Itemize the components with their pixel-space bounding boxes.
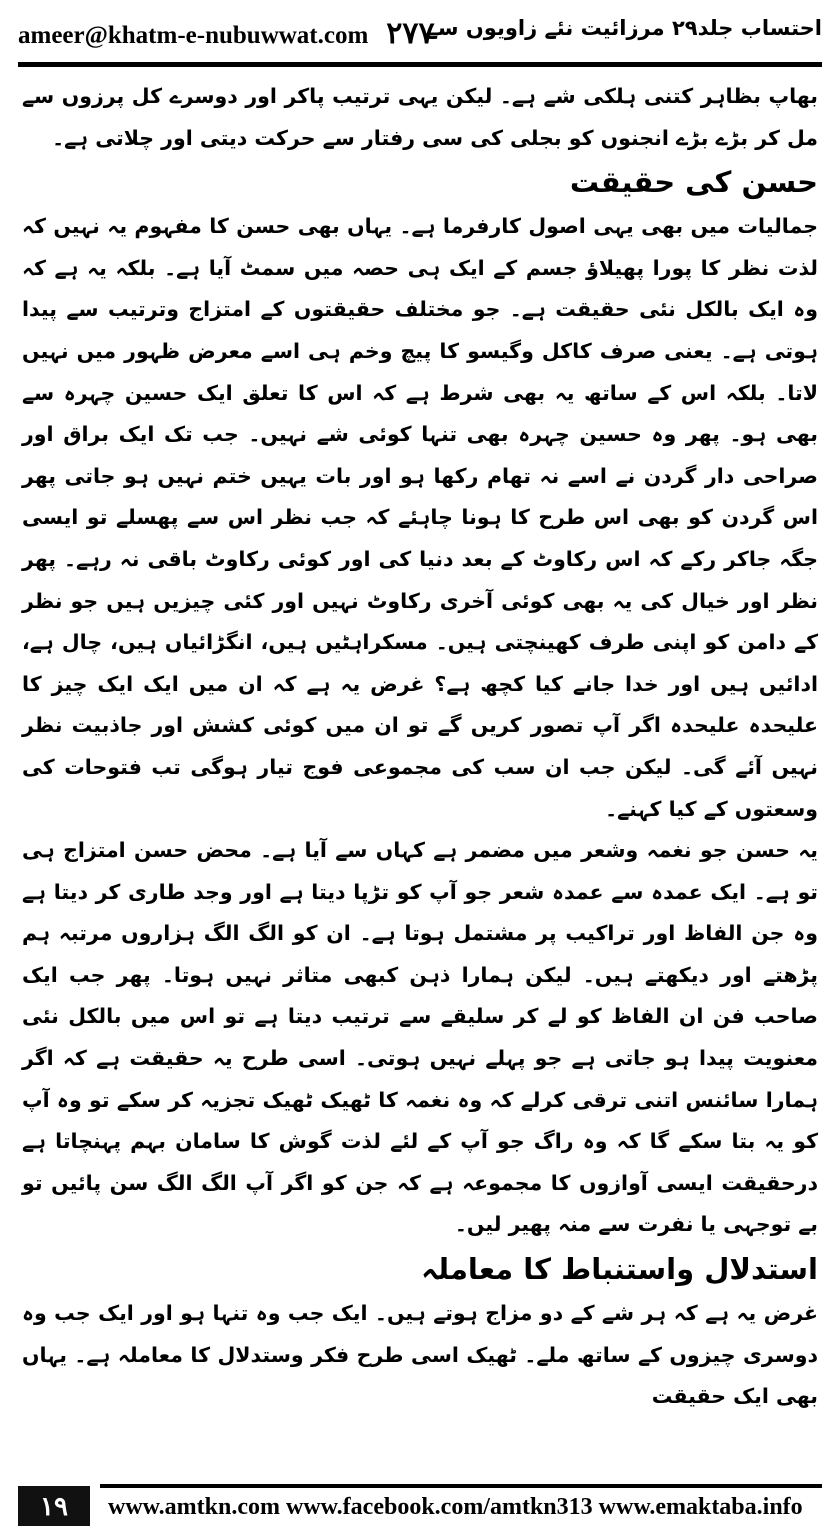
page-header (18, 8, 822, 64)
footer-urls: www.amtkn.com www.facebook.com/amtkn313 www.emaktaba.info (108, 1494, 803, 1520)
heading-husn-ki-haqiqat: حسن کی حقیقت (569, 165, 818, 200)
paragraph-4: غرض یہ ہے کہ ہر شے کے دو مزاج ہوتے ہیں۔ ایک جب وہ تنہا ہو اور ایک جب وہ دوسری چیزوں کے ساتھ ملے۔ ٹھیک اسی طرح فکر وستدلال کا معاملہ ہے۔ یہاں بھی ایک حقیقت (22, 1301, 818, 1409)
header-page-number: ۲۷۷ (386, 17, 435, 50)
paragraph-1: بھاپ بظاہر کتنی ہلکی شے ہے۔ لیکن یہی ترتیب پاکر اور دوسرے کل پرزوں سے مل کر بڑے بڑے انجنوں کو بجلی کی سی رفتار سے حرکت دیتی اور چلاتی ہے۔ (22, 84, 818, 150)
page-footer (18, 1484, 822, 1528)
paragraph-3: یہ حسن جو نغمہ وشعر میں مضمر ہے کہاں سے آیا ہے۔ محض حسن امتزاج ہی تو ہے۔ ایک عمدہ سے عمدہ شعر جو آپ کو تڑپا دیتا ہے اور وجد طاری کر دیتا ہے وہ جن الفاظ اور تراکیب پر مشتمل ہوتا ہے۔ ان کو الگ الگ ہزاروں مرتبہ ہم پڑھتے اور دیکھتے ہیں۔ لیکن ہمارا ذہن کبھی متاثر نہیں ہوتا۔ پھر جب ایک صاحب فن ان الفاظ کو لے کر سلیقے سے ترتیب دیتا ہے تو اس میں بالکل نئی معنویت پیدا ہو جاتی ہے جو پہلے نہیں ہوتی۔ اسی طرح یہ حقیقت ہے کہ اگر ہمارا سائنس اتنی ترقی کرلے کہ وہ نغمہ کا ٹھیک ٹھیک تجزیہ کر سکے تو وہ آپ کو یہ بتا سکے گا کہ وہ راگ جو آپ کے لئے لذت گوش کا سامان بہم پہنچاتا ہے درحقیقت ایسی آوازوں کا مجموعہ ہے کہ جن کو اگر آپ الگ الگ سن پائیں تو بے توجہی یا نفرت سے منہ پھیر لیں۔ (22, 838, 818, 1237)
heading-istidlal: استدلال واستنباط کا معاملہ (421, 1252, 818, 1287)
header-email: ameer@khatm-e-nubuwwat.com (18, 22, 369, 49)
header-book-title: احتساب جلد۲۹ مرزائیت نئے زاویوں سے (425, 16, 822, 40)
paragraph-2: جمالیات میں بھی یہی اصول کارفرما ہے۔ یہاں بھی حسن کا مفہوم یہ نہیں کہ لذت نظر کا پورا پھیلاؤ جسم کے ایک ہی حصہ میں سمٹ آیا ہے۔ بلکہ یہ ہے کہ وہ ایک بالکل نئی حقیقت ہے۔ جو مختلف حقیقتوں کے امتزاج وترتیب سے پیدا ہوتی ہے۔ یعنی صرف کاکل وگیسو کا پیچ وخم ہی اسے معرض ظہور میں نہیں لاتا۔ بلکہ اس کے ساتھ یہ بھی شرط ہے کہ اس کا تعلق ایک حسین چہرہ سے بھی ہو۔ پھر وہ حسین چہرہ بھی تنہا کوئی شے نہیں۔ جب تک ایک براق اور صراحی دار گردن نے اسے نہ تھام رکھا ہو اور بات یہیں ختم نہیں ہو جاتی پھر اس گردن کو بھی اس طرح کا ہونا چاہئے کہ جب نظر اس سے پھسلے تو ایسی جگہ جاکر رکے کہ اس رکاوٹ کے بعد دنیا کی اور کوئی رکاوٹ باقی نہ رہے۔ پھر نظر اور خیال کی یہ بھی کوئی آخری رکاوٹ نہیں اور کئی چیزیں ہیں جو نظر کے دامن کو اپنی طرف کھینچتی ہیں۔ مسکراہٹیں ہیں، انگڑائیاں ہیں، چال ہے، ادائیں ہیں اور خدا جانے کیا کچھ ہے؟ غرض یہ ہے کہ ان میں ایک ایک چیز کا علیحدہ علیحدہ اگر آپ تصور کریں گے تو ان میں کوئی کشش اور جاذبیت نظر نہیں آئے گی۔ لیکن جب ان سب کی مجموعی فوج تیار ہوگی تب فتوحات کی وسعتوں کے کیا کہنے۔ (22, 214, 818, 821)
footer-page-number: ۱۹ (18, 1486, 90, 1526)
header-rule (18, 62, 822, 67)
footer-rule (100, 1484, 822, 1488)
page-body (22, 76, 818, 1418)
header-left (18, 16, 435, 51)
